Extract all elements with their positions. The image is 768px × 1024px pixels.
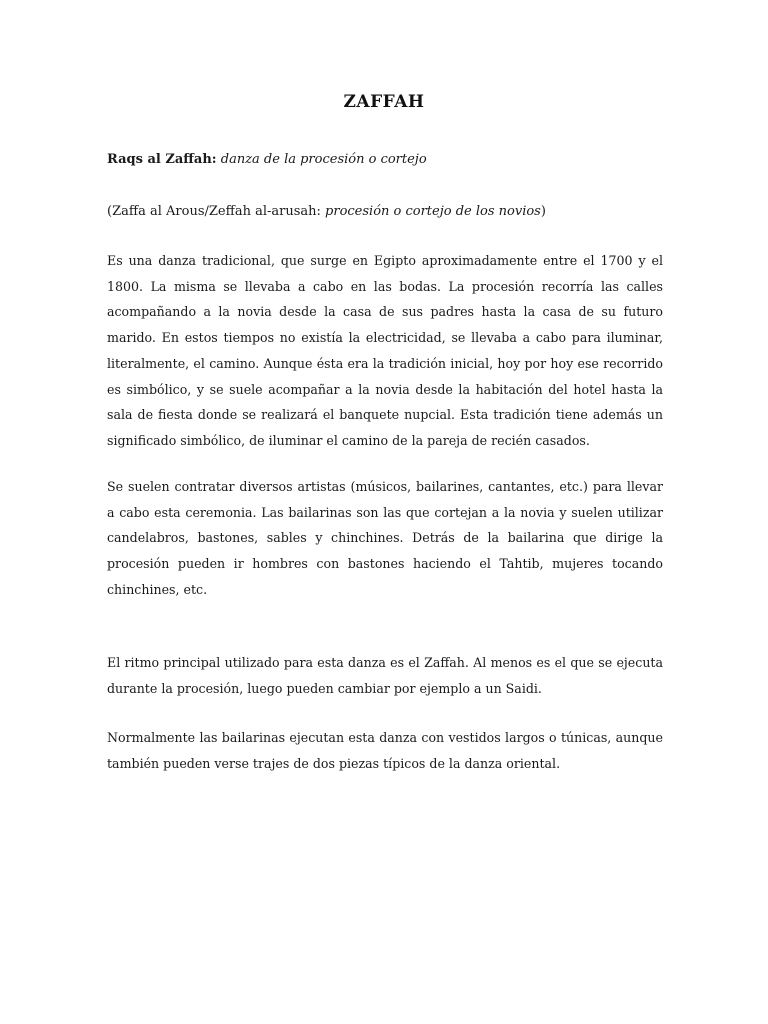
alternate-names-prefix: (Zaffa al Arous/Zeffah al-arusah: bbox=[107, 204, 326, 219]
body-paragraph-origin: Es una danza tradicional, que surge en Egipto aproximadamente entre el 1700 y el 1800. La misma se llevaba a cabo en las bodas. La procesión recorría las calles acompañando a la novia desde la casa de sus padres hasta la casa de su futuro marido. En estos tiempos no existía la electricidad, se llevaba a cabo para iluminar, literalmente, el camino. Aunque ésta era la tradición inicial, hoy por hoy ese recorrido es simbólico, y se suele acompañar a la novia desde la habitación del hotel hasta la sala de fiesta donde se realizará el banquete nupcial. Esta tradición tiene además un significado simbólico, de iluminar el camino de la pareja de recién casados. bbox=[107, 253, 663, 448]
subtitle-term: Raqs al Zaffah: bbox=[107, 152, 217, 167]
alternate-names-line bbox=[107, 203, 663, 221]
body-paragraph-rhythm: El ritmo principal utilizado para esta danza es el Zaffah. Al menos es el que se ejecuta durante la procesión, luego pueden cambiar por ejemplo a un Saidi. bbox=[107, 655, 663, 696]
body-paragraph-artists: Se suelen contratar diversos artistas (músicos, bailarines, cantantes, etc.) para llevar a cabo esta ceremonia. Las bailarinas son las que cortejan a la novia y suelen utilizar candelabros, bastones, sables y chinchines. Detrás de la bailarina que dirige la procesión pueden ir hombres con bastones haciendo el Tahtib, mujeres tocando chinchines, etc. bbox=[107, 479, 663, 597]
alternate-names-meaning: procesión o cortejo de los novios bbox=[325, 204, 541, 219]
subtitle-definition: danza de la procesión o cortejo bbox=[220, 152, 427, 167]
alternate-names-suffix: ) bbox=[540, 204, 546, 219]
subtitle-line bbox=[107, 151, 663, 169]
body-paragraph-costume: Normalmente las bailarinas ejecutan esta danza con vestidos largos o túnicas, aunque también pueden verse trajes de dos piezas típicos de la danza oriental. bbox=[107, 730, 663, 771]
page-title: ZAFFAH bbox=[343, 92, 425, 112]
